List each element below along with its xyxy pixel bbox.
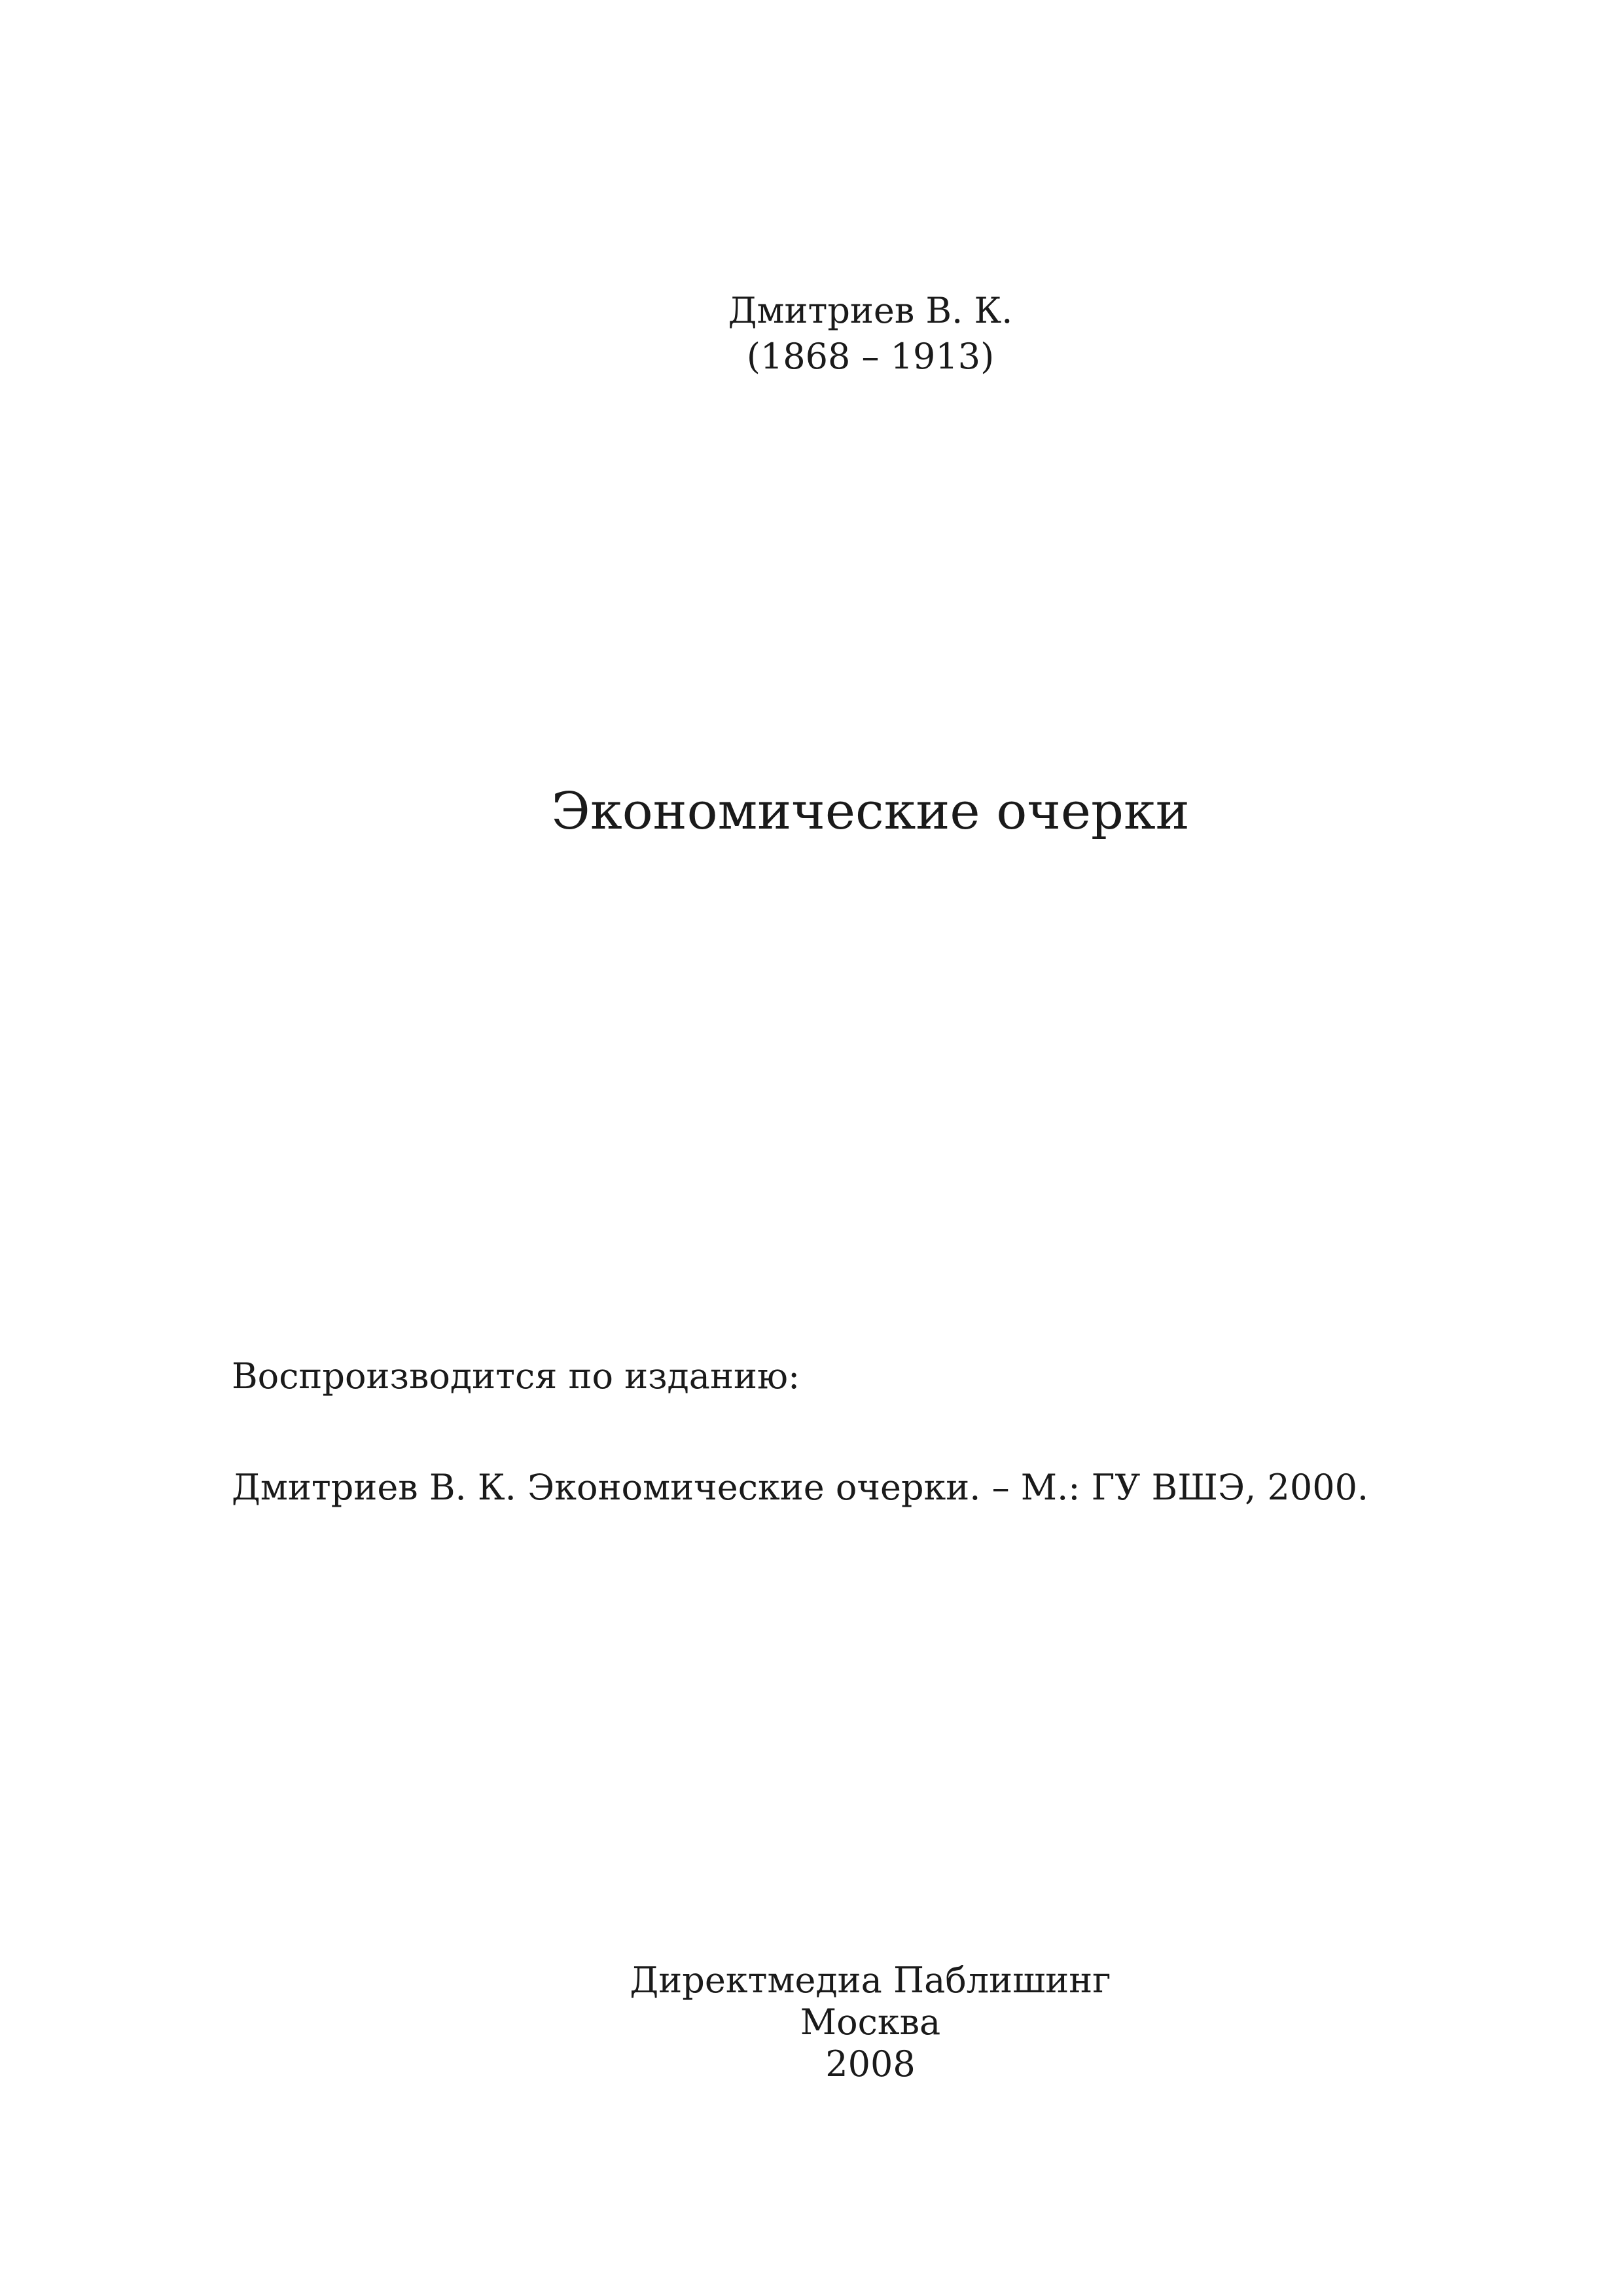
publication-year: 2008 [825,2043,916,2085]
book-title: Экономические очерки [551,782,1190,841]
publisher-name: Директмедиа Паблишинг [630,1960,1111,2001]
author-name: Дмитриев В. К. [728,290,1013,331]
imprint-block [550,1960,1191,2085]
author-years: (1868 – 1913) [746,336,995,377]
author-block [681,288,1060,380]
publication-city: Москва [800,2001,941,2043]
source-label: Воспроизводится по изданию: [232,1355,800,1397]
source-citation: Дмитриев В. К. Экономические очерки. – М.: ГУ ВШЭ, 2000. [232,1467,1369,1508]
source-edition-block [232,1354,1368,1511]
